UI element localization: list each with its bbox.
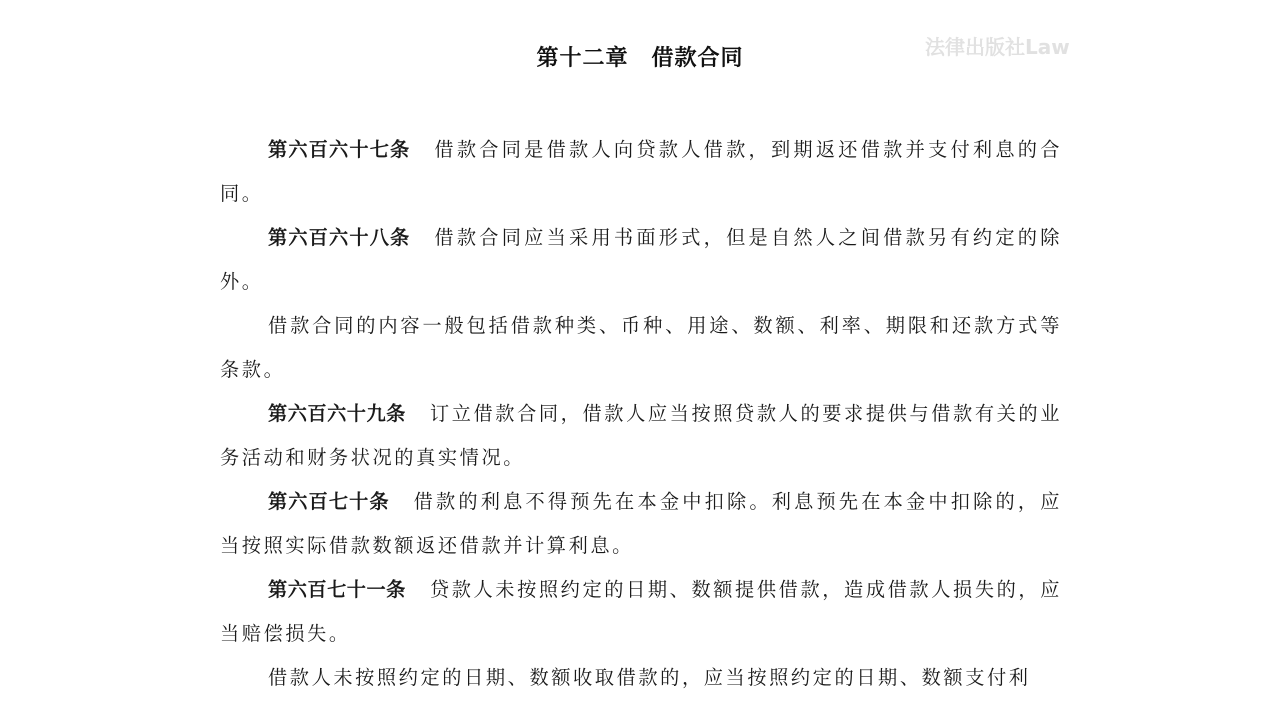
article-body	[220, 128, 1062, 700]
article-paragraph	[220, 128, 1062, 216]
article-text: 贷款人未按照约定的日期、数额提供借款，造成借款人损失的，应当赔偿损失。	[220, 578, 1063, 645]
article-number: 第六百七十一条	[268, 578, 406, 601]
article-text: 借款合同是借款人向贷款人借款，到期返还借款并支付利息的合同。	[220, 138, 1062, 205]
watermark-logo: 法律出版社Law	[925, 35, 1070, 59]
article-paragraph	[220, 216, 1062, 304]
article-number: 第六百六十九条	[268, 402, 406, 425]
article-paragraph	[220, 656, 1062, 700]
article-paragraph	[220, 304, 1062, 392]
article-paragraph	[220, 480, 1062, 568]
article-text: 借款合同的内容一般包括借款种类、币种、用途、数额、利率、期限和还款方式等条款。	[220, 314, 1062, 381]
article-number: 第六百七十条	[268, 490, 390, 513]
article-number: 第六百六十七条	[268, 138, 411, 161]
article-paragraph	[220, 392, 1062, 480]
article-number: 第六百六十八条	[268, 226, 411, 249]
chapter-title: 第十二章 借款合同	[536, 46, 744, 71]
article-text: 借款的利息不得预先在本金中扣除。利息预先在本金中扣除的，应当按照实际借款数额返还借款并计算利息。	[220, 490, 1063, 557]
article-text: 借款合同应当采用书面形式，但是自然人之间借款另有约定的除外。	[220, 226, 1062, 293]
article-text: 订立借款合同，借款人应当按照贷款人的要求提供与借款有关的业务活动和财务状况的真实情况。	[220, 402, 1063, 469]
article-paragraph	[220, 568, 1062, 656]
article-text: 借款人未按照约定的日期、数额收取借款的，应当按照约定的日期、数额支付利	[268, 666, 1031, 689]
